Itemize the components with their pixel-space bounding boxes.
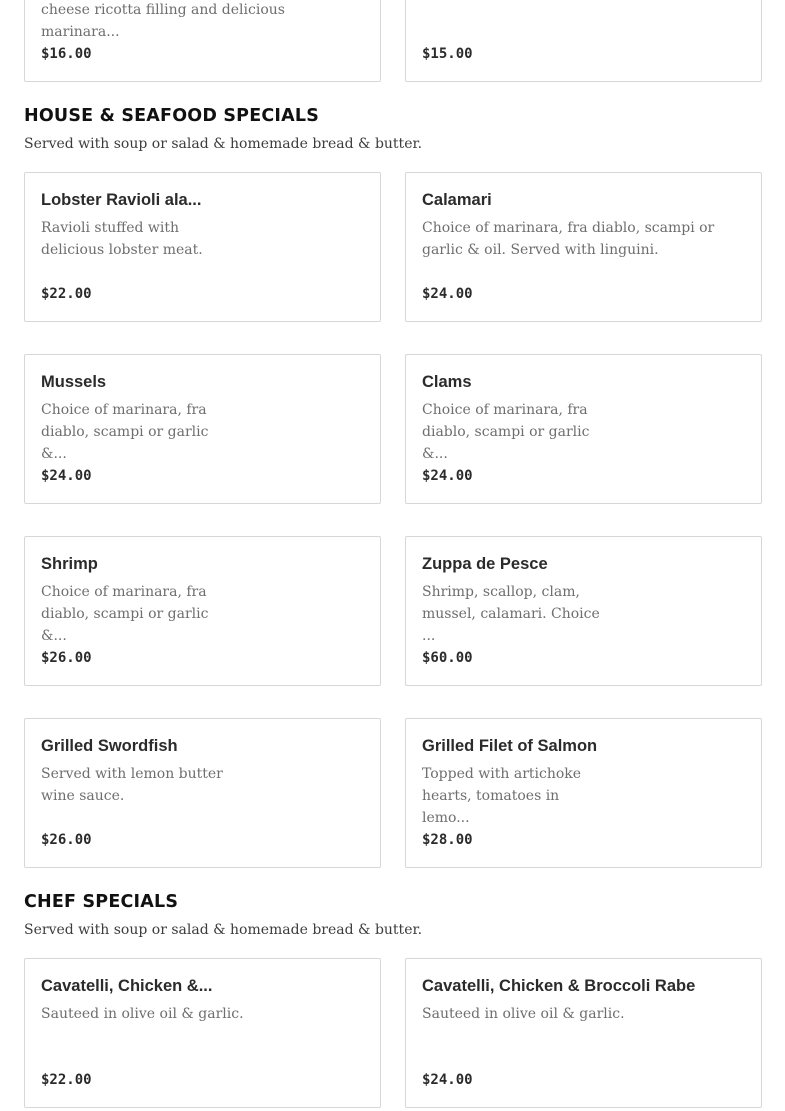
section-title: CHEF SPECIALS xyxy=(24,892,179,912)
menu-item-price: $16.00 xyxy=(41,46,92,62)
menu-item-card[interactable] xyxy=(405,354,762,504)
menu-item-price: $24.00 xyxy=(422,468,473,484)
menu-item-description: Sauteed in olive oil & garlic. xyxy=(422,1006,625,1022)
menu-item-price: $24.00 xyxy=(41,468,92,484)
menu-item-description: Choice of marinara, fra diablo, scampi or garlic & oil. Served with linguini. xyxy=(422,220,715,258)
menu-item-name: Clams xyxy=(422,373,472,391)
menu-item-name: Cavatelli, Chicken &... xyxy=(41,977,213,995)
menu-item-card[interactable] xyxy=(405,718,762,868)
menu-item-name: Grilled Swordfish xyxy=(41,737,178,755)
menu-item-description: Sauteed in olive oil & garlic. xyxy=(41,1006,244,1022)
menu-item-card[interactable] xyxy=(405,172,762,322)
menu-item-price: $22.00 xyxy=(41,286,92,302)
menu-item-name: Grilled Filet of Salmon xyxy=(422,737,598,755)
menu-item-card[interactable] xyxy=(405,958,762,1108)
menu-item-name: Calamari xyxy=(422,191,492,209)
menu-item-price: $15.00 xyxy=(422,46,473,62)
menu-item-description: Shrimp, scallop, clam, mussel, calamari. Choice ... xyxy=(422,584,600,644)
menu-item-price: $26.00 xyxy=(41,650,92,666)
menu-item-card[interactable] xyxy=(405,536,762,686)
menu-item-card[interactable] xyxy=(24,536,381,686)
menu-item-price: $26.00 xyxy=(41,832,92,848)
section-title: HOUSE & SEAFOOD SPECIALS xyxy=(24,106,320,126)
menu-item-price: $24.00 xyxy=(422,1072,473,1088)
menu-item-name: Zuppa de Pesce xyxy=(422,555,548,573)
menu-item-card[interactable] xyxy=(24,0,381,82)
menu-item-name: Lobster Ravioli ala... xyxy=(41,191,202,209)
menu-item-price: $60.00 xyxy=(422,650,473,666)
menu-item-card[interactable] xyxy=(24,718,381,868)
menu-item-name: Shrimp xyxy=(41,555,98,573)
menu-item-price: $24.00 xyxy=(422,286,473,302)
menu-item-price: $22.00 xyxy=(41,1072,92,1088)
menu-item-name: Mussels xyxy=(41,373,107,391)
menu-item-description: Served with lemon butter wine sauce. xyxy=(41,766,223,804)
menu-item-price: $28.00 xyxy=(422,832,473,848)
menu-item-description: Choice of marinara, fra diablo, scampi or garlic &... xyxy=(422,402,590,462)
menu-item-card[interactable] xyxy=(24,172,381,322)
menu-item-description: Ravioli stuffed with delicious lobster meat. xyxy=(41,220,203,258)
menu-item-description: cheese ricotta filling and delicious marinara... xyxy=(41,2,285,40)
menu-item-name: Cavatelli, Chicken & Broccoli Rabe xyxy=(422,977,696,995)
menu-item-description: Choice of marinara, fra diablo, scampi or garlic &... xyxy=(41,402,209,462)
section-note: Served with soup or salad & homemade bread & butter. xyxy=(24,136,423,152)
menu-item-card[interactable] xyxy=(24,354,381,504)
menu-item-description: Choice of marinara, fra diablo, scampi or garlic &... xyxy=(41,584,209,644)
menu-item-card[interactable] xyxy=(24,958,381,1108)
section-note: Served with soup or salad & homemade bread & butter. xyxy=(24,922,423,938)
menu-item-card[interactable] xyxy=(405,0,762,82)
menu-item-description: Topped with artichoke hearts, tomatoes in lemo... xyxy=(422,766,582,826)
